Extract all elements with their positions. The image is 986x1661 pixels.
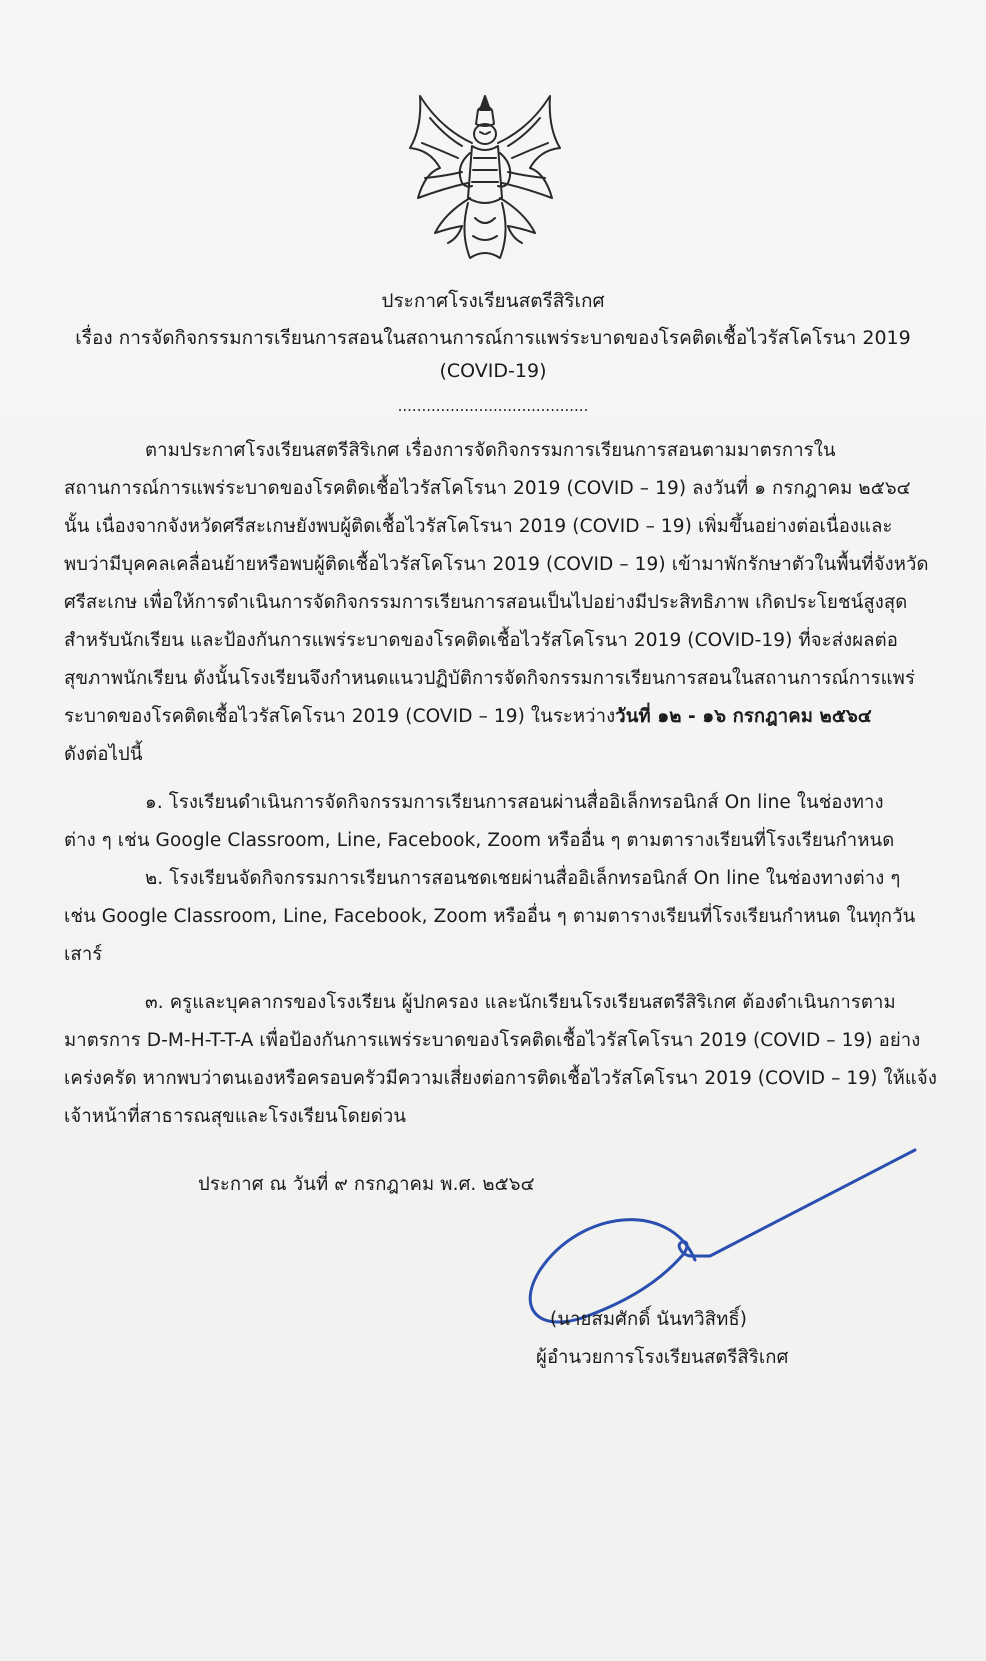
announcement-title: ประกาศโรงเรียนสตรีสิริเกศ [381, 290, 605, 312]
signer-name: (นายสมศักดิ์ นันทวิสิทธิ์) [550, 1309, 748, 1330]
divider: ........................................ [397, 397, 589, 415]
garuda-emblem-icon [400, 88, 570, 268]
subject-continuation: (COVID-19) [439, 360, 547, 382]
paragraph-text: ระบาดของโรคติดเชื้อไวรัสโคโรนา 2019 (COVID – 19) ในระหว่าง [64, 706, 616, 727]
paragraph-line: พบว่ามีบุคคลเคลื่อนย้ายหรือพบผู้ติดเชื้อไวรัสโคโรนา 2019 (COVID – 19) เข้ามาพักรักษาตัวในพื้นที่จังหวัด [64, 554, 929, 575]
paragraph-line: นั้น เนื่องจากจังหวัดศรีสะเกษยังพบผู้ติดเชื้อไวรัสโคโรนา 2019 (COVID – 19) เพิ่มขึ้นอย่างต่อเนื่องและ [64, 516, 893, 537]
date-range-bold: วันที่ ๑๒ - ๑๖ กรกฎาคม ๒๕๖๔ [615, 706, 872, 727]
paragraph-line: ศรีสะเกษ เพื่อให้การดำเนินการจัดกิจกรรมการเรียนการสอนเป็นไปอย่างมีประสิทธิภาพ เกิดประโยชน์สูงสุด [64, 592, 908, 613]
paragraph-line: สุขภาพนักเรียน ดังนั้นโรงเรียนจึงกำหนดแนวปฏิบัติการจัดกิจกรรมการเรียนการสอนในสถานการณ์การแพร่ [64, 668, 915, 689]
paragraph-line-dates [64, 702, 872, 731]
list-item-2-line: เสาร์ [64, 944, 103, 965]
list-item-2-line: เช่น Google Classroom, Line, Facebook, Zoom หรืออื่น ๆ ตามตารางเรียนที่โรงเรียนกำหนด ในทุกวัน [64, 906, 916, 927]
announcement-date: ประกาศ ณ วันที่ ๙ กรกฎาคม พ.ศ. ๒๕๖๔ [198, 1174, 535, 1195]
signer-position: ผู้อำนวยการโรงเรียนสตรีสิริเกศ [536, 1347, 789, 1368]
list-item-3-line: เคร่งครัด หากพบว่าตนเองหรือครอบครัวมีความเสี่ยงต่อการติดเชื้อไวรัสโคโรนา 2019 (COVID – 19) ให้แจ้ง [64, 1068, 937, 1089]
list-item-3-line: เจ้าหน้าที่สาธารณสุขและโรงเรียนโดยด่วน [64, 1106, 407, 1127]
list-item-1-line: ต่าง ๆ เช่น Google Classroom, Line, Facebook, Zoom หรืออื่น ๆ ตามตารางเรียนที่โรงเรียนกำหนด [64, 830, 895, 851]
paragraph-line: ดังต่อไปนี้ [64, 744, 143, 765]
paragraph-line: สำหรับนักเรียน และป้องกันการแพร่ระบาดของโรคติดเชื้อไวรัสโคโรนา 2019 (COVID-19) ที่จะส่งผลต่อ [64, 630, 898, 651]
list-item-2-line: ๒. โรงเรียนจัดกิจกรรมการเรียนการสอนชดเชยผ่านสื่ออิเล็กทรอนิกส์ On line ในช่องทางต่าง ๆ [145, 868, 901, 889]
paragraph-line: ตามประกาศโรงเรียนสตรีสิริเกศ เรื่องการจัดกิจกรรมการเรียนการสอนตามมาตรการใน [145, 440, 836, 461]
subject-line: เรื่อง การจัดกิจกรรมการเรียนการสอนในสถานการณ์การแพร่ระบาดของโรคติดเชื้อไวรัสโคโรนา 2019 [75, 327, 911, 349]
list-item-3-line: มาตรการ D-M-H-T-T-A เพื่อป้องกันการแพร่ระบาดของโรคติดเชื้อไวรัสโคโรนา 2019 (COVID – 19) อย่าง [64, 1030, 921, 1051]
paragraph-line: สถานการณ์การแพร่ระบาดของโรคติดเชื้อไวรัสโคโรนา 2019 (COVID – 19) ลงวันที่ ๑ กรกฎาคม ๒๕๖๔ [64, 478, 911, 499]
list-item-3-line: ๓. ครูและบุคลากรของโรงเรียน ผู้ปกครอง และนักเรียนโรงเรียนสตรีสิริเกศ ต้องดำเนินการตาม [145, 992, 896, 1013]
list-item-1-line: ๑. โรงเรียนดำเนินการจัดกิจกรรมการเรียนการสอนผ่านสื่ออิเล็กทรอนิกส์ On line ในช่องทาง [145, 792, 884, 813]
